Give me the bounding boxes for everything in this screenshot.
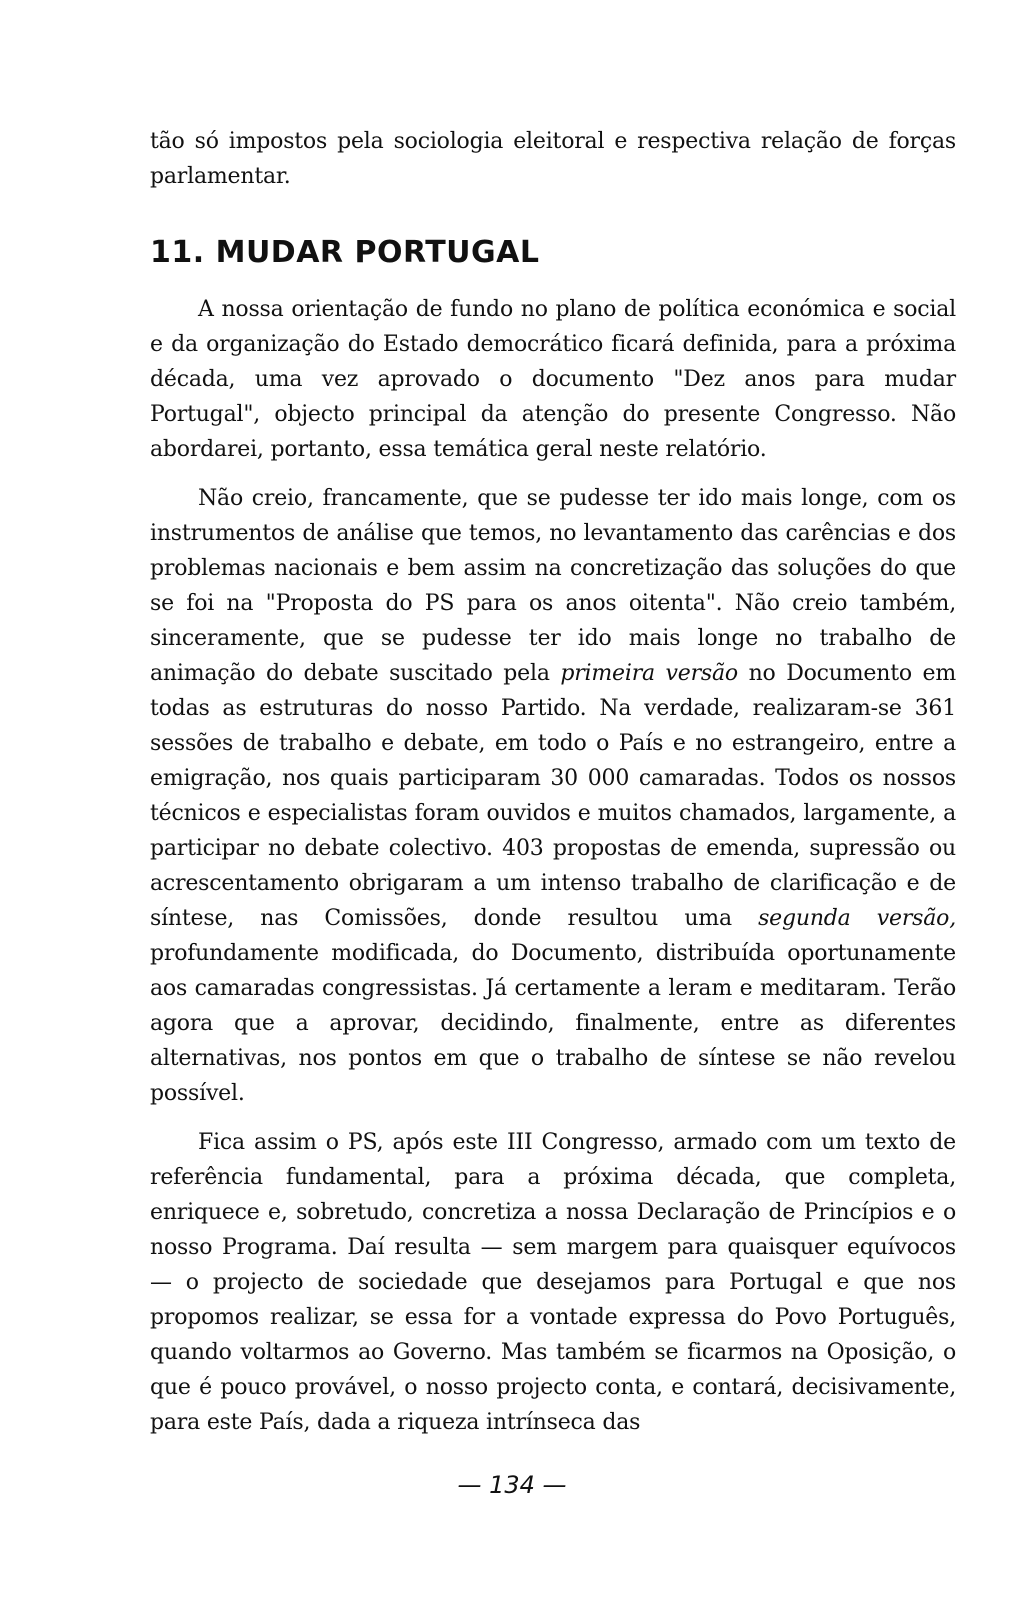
paragraph-2-emphasis-2: segunda versão,	[758, 906, 956, 931]
paragraph-1: A nossa orientação de fundo no plano de política económica e social e da organização do Estado democrático ficará definida, para a próxima década, uma vez aprovado o documento "Dez anos para mudar Portugal", objecto principal da atenção do presente Congresso. Não abordarei, portanto, essa temática geral neste relatório.	[150, 297, 956, 462]
paragraph-2-text-c: profundamente modificada, do Documento, distribuída oportunamente aos camaradas congressistas. Já certamente a leram e meditaram. Terão agora que a aprovar, decidindo, finalmente, entre as diferentes alternativas, nos pontos em que o trabalho de síntese se não revelou possível.	[150, 941, 956, 1106]
paragraph-2-text-a: Não creio, francamente, que se pudesse ter ido mais longe, com os instrumentos de análise que temos, no levantamento das carências e dos problemas nacionais e bem assim na concretização das soluções do que se foi na "Proposta do PS para os anos oitenta". Não creio também, sinceramente, que se pudesse ter ido mais longe no trabalho de animação do debate suscitado pela	[150, 486, 956, 686]
paragraph-3: Fica assim o PS, após este III Congresso, armado com um texto de referência fundamental, para a próxima década, que completa, enriquece e, sobretudo, concretiza a nossa Declaração de Princípios e o nosso Programa. Daí resulta — sem margem para quaisquer equívocos — o projecto de sociedade que desejamos para Portugal e que nos propomos realizar, se essa for a vontade expressa do Povo Português, quando voltarmos ao Governo. Mas também se ficarmos na Oposição, o que é pouco provável, o nosso projecto conta, e contará, decisivamente, para este País, dada a riqueza intrínseca das	[150, 1130, 956, 1435]
paragraph-2	[150, 481, 956, 1111]
paragraph-gap	[150, 1111, 956, 1125]
page-number: — 134 —	[457, 1471, 567, 1499]
paragraph-gap	[150, 467, 956, 481]
paragraph-2-text-b: no Documento em todas as estruturas do nosso Partido. Na verdade, realizaram-se 361 sessões de trabalho e debate, em todo o País e no estrangeiro, entre a emigração, nos quais participaram 30 000 camaradas. Todos os nossos técnicos e especialistas foram ouvidos e muitos chamados, largamente, a participar no debate colectivo. 403 propostas de emenda, supressão ou acrescentamento obrigaram a um intenso trabalho de clarificação e de síntese, nas Comissões, donde resultou uma	[150, 661, 956, 931]
page-body	[150, 124, 956, 1440]
paragraph-2-emphasis-1: primeira versão	[560, 661, 738, 686]
intro-paragraph: tão só impostos pela sociologia eleitoral e respectiva relação de forças parlamentar.	[150, 129, 956, 189]
section-title: 11. MUDAR PORTUGAL	[150, 235, 540, 270]
